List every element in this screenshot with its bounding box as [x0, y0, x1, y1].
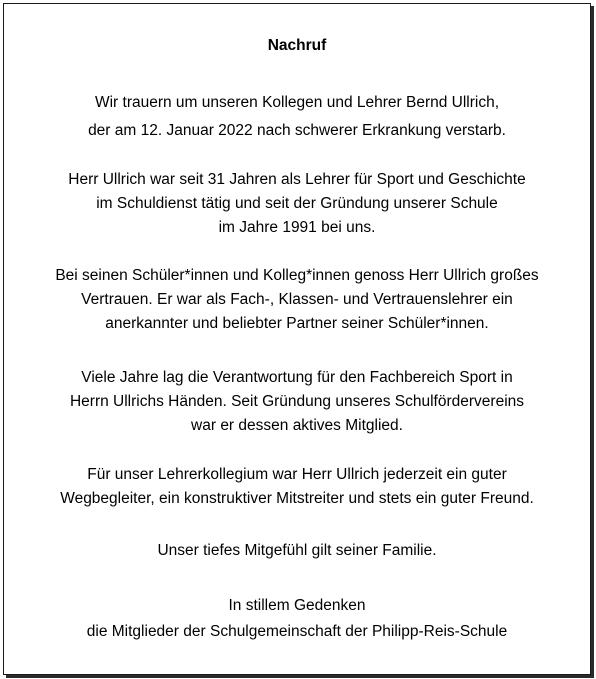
paragraph-condolence — [4, 539, 590, 563]
page-title: Nachruf — [267, 37, 327, 54]
text-line: im Schuldienst tätig und seit der Gründung unserer Schule — [96, 195, 498, 212]
text-line: die Mitglieder der Schulgemeinschaft der Philipp-Reis-Schule — [86, 623, 508, 640]
text-line: Viele Jahre lag die Verantwortung für den Fachbereich Sport in — [81, 369, 513, 386]
paragraph-trust — [4, 264, 590, 336]
paragraph-responsibility — [4, 366, 590, 438]
text-line: Vertrauen. Er war als Fach-, Klassen- und Vertrauenslehrer ein — [81, 291, 513, 308]
text-line: Herrn Ullrichs Händen. Seit Gründung unseres Schulfördervereins — [69, 393, 525, 410]
text-line: Wegbegleiter, ein konstruktiver Mitstreiter und stets ein guter Freund. — [60, 490, 534, 507]
text-line: Wir trauern um unseren Kollegen und Lehrer Bernd Ullrich, — [94, 94, 500, 111]
text-line: Unser tiefes Mitgefühl gilt seiner Familie. — [157, 542, 437, 559]
text-line: der am 12. Januar 2022 nach schwerer Erkrankung verstarb. — [88, 122, 506, 139]
paragraph-signature — [4, 594, 590, 644]
paragraph-colleagues — [4, 463, 590, 511]
text-line: Bei seinen Schüler*innen und Kolleg*innen genoss Herr Ullrich großes — [55, 267, 539, 284]
text-line: anerkannter und beliebter Partner seiner Schüler*innen. — [105, 315, 489, 332]
text-line: im Jahre 1991 bei uns. — [218, 219, 376, 236]
paragraph-career — [4, 168, 590, 240]
text-line: Für unser Lehrerkollegium war Herr Ullrich jederzeit ein guter — [87, 466, 507, 483]
obituary-frame — [3, 3, 591, 675]
paragraph-announcement — [4, 91, 590, 143]
text-line: Herr Ullrich war seit 31 Jahren als Lehrer für Sport und Geschichte — [68, 171, 526, 188]
text-line: war er dessen aktives Mitglied. — [191, 417, 403, 434]
text-line: In stillem Gedenken — [228, 597, 366, 614]
